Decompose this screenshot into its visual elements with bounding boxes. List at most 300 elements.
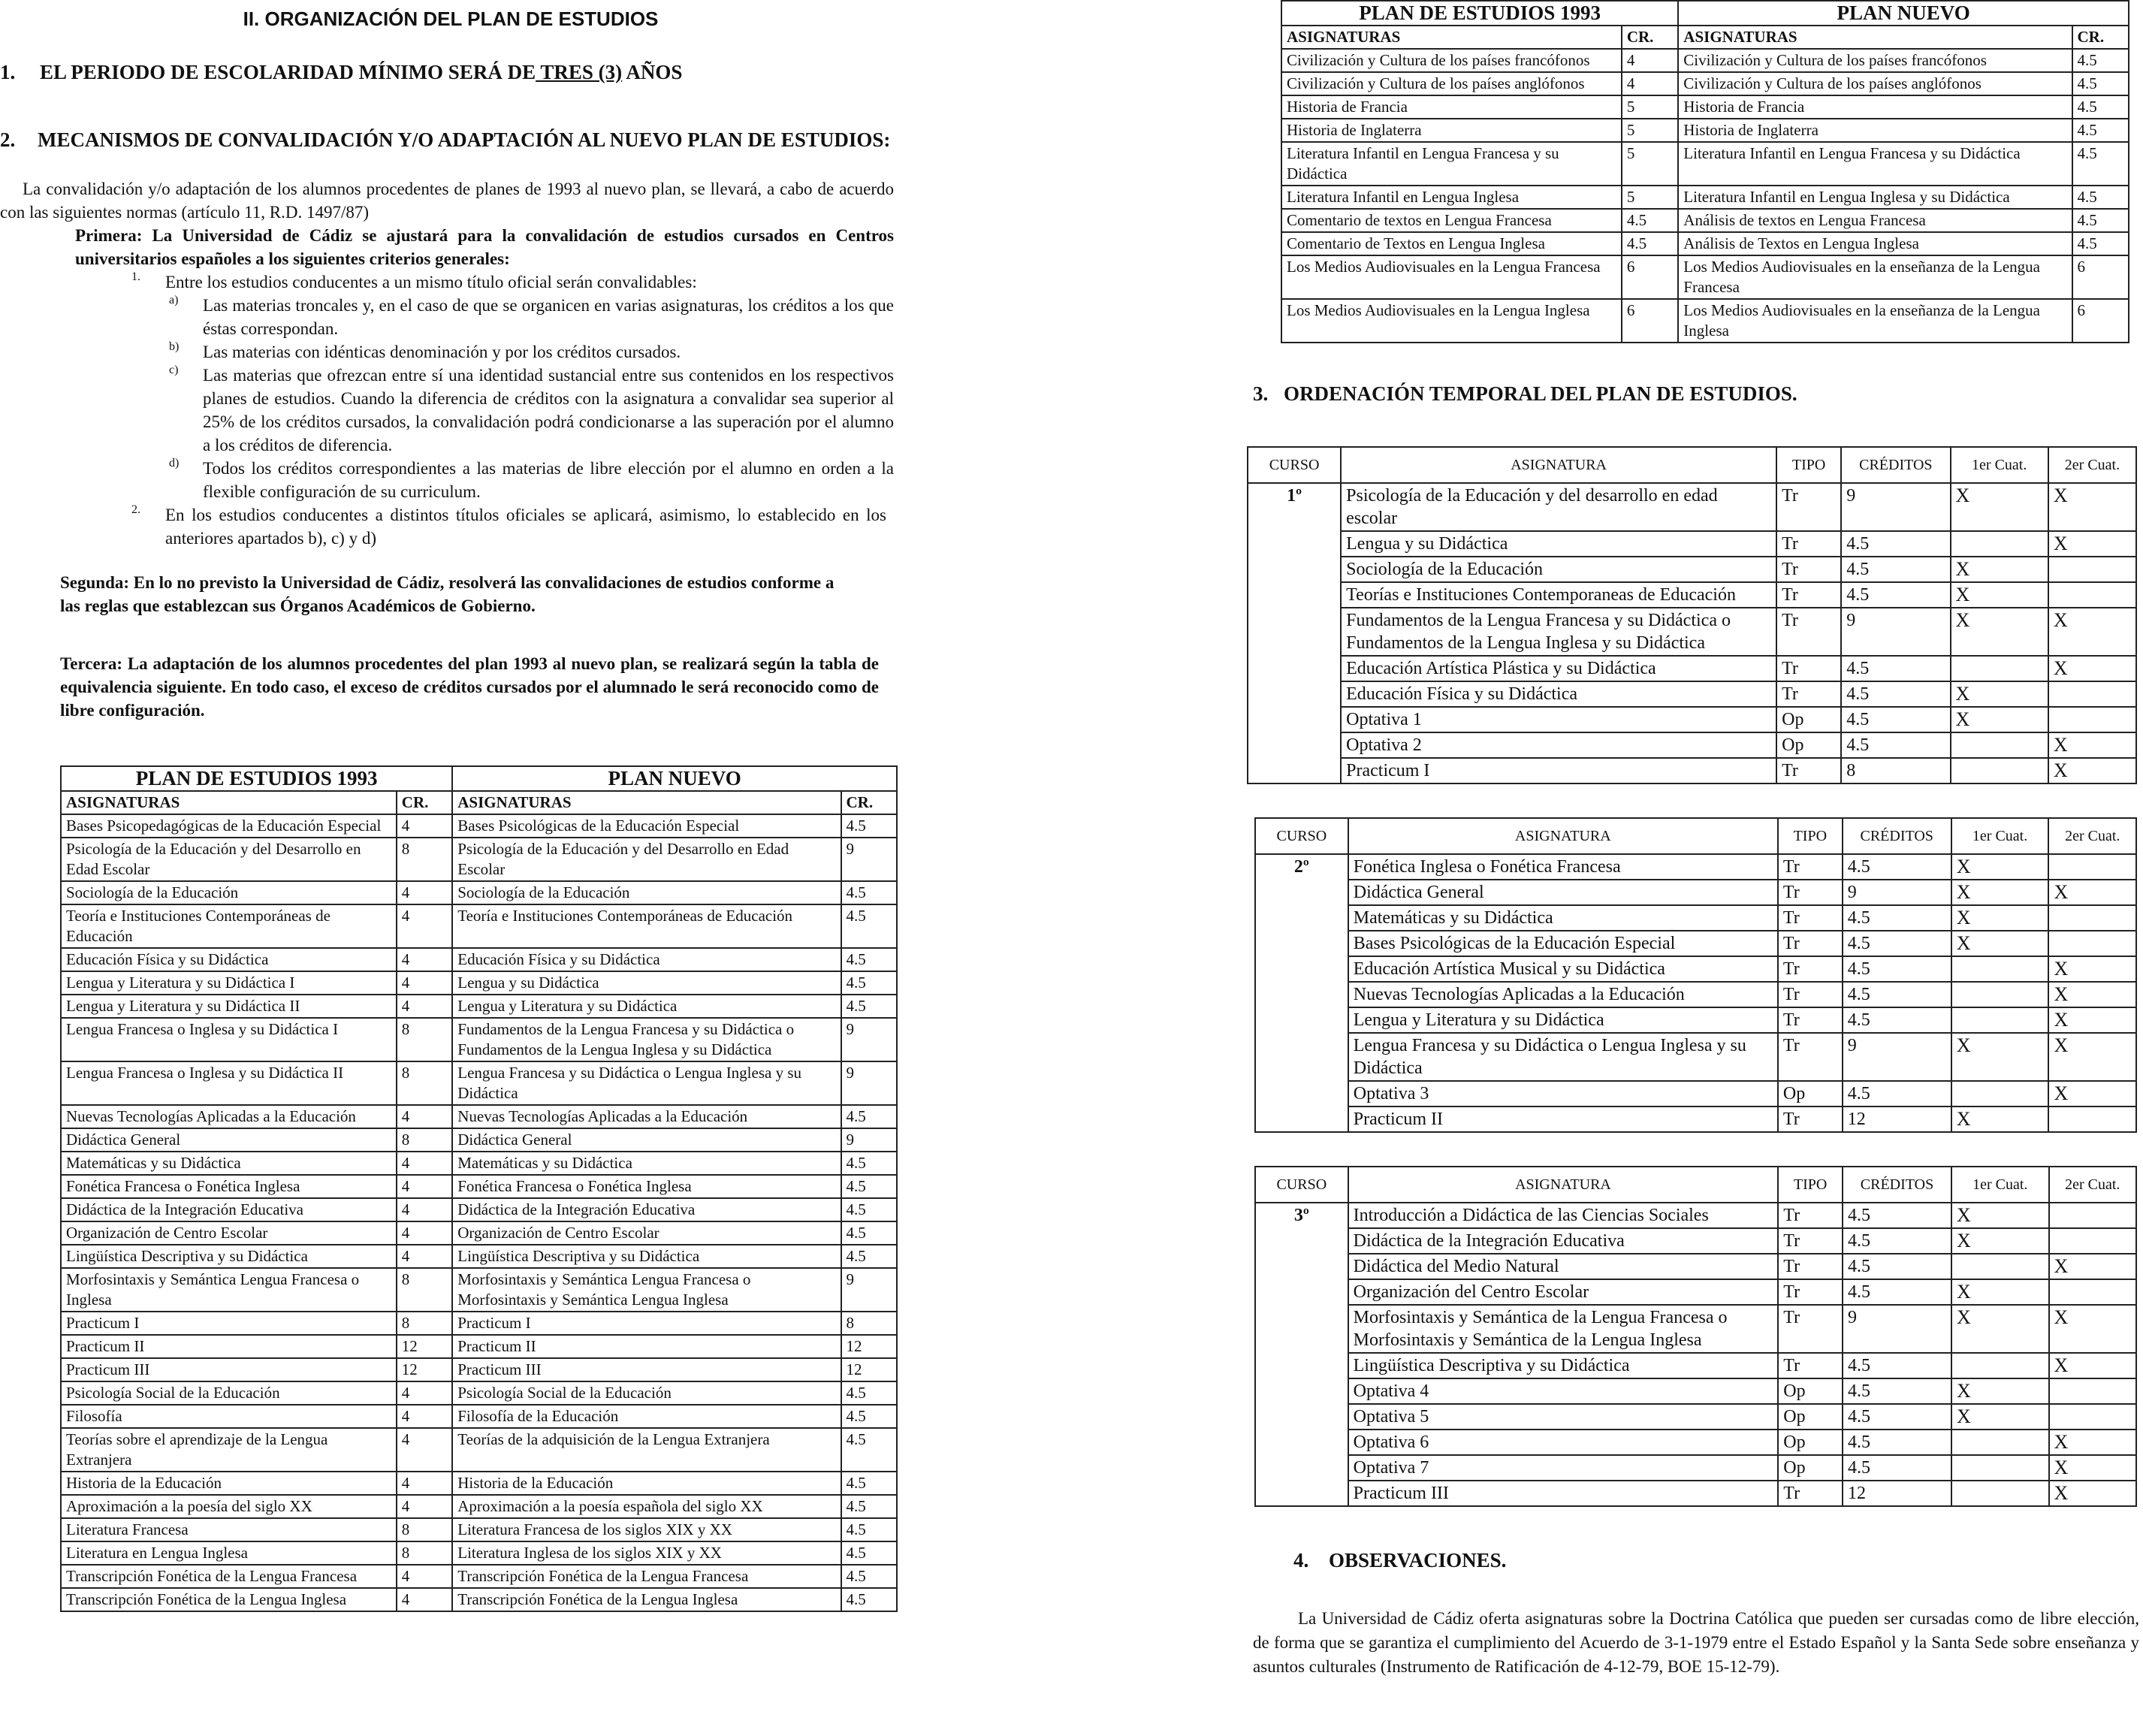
new-plan-header: PLAN NUEVO [452,766,897,791]
second-term-cell [2049,1203,2136,1228]
table-row [61,971,897,995]
new-subject-cell: Filosofía de la Educación [452,1405,841,1428]
old-credits-cell: 8 [397,1061,452,1105]
curso-cell: 1º [1248,483,1341,783]
schedule-header-curso: CURSO [1255,1167,1348,1203]
schedule-header-tipo: TIPO [1778,818,1843,854]
new-asig-header: ASIGNATURAS [452,791,841,814]
old-subject-cell: Nuevas Tecnologías Aplicadas a la Educación [61,1105,397,1128]
second-term-cell: X [2049,1353,2136,1378]
credits-cell: 4.5 [1843,956,1951,982]
second-term-cell [2048,854,2136,880]
credits-cell: 4.5 [1843,1081,1951,1107]
old-credits-cell: 8 [397,1518,452,1541]
new-credits-cell: 6 [2072,255,2129,299]
schedule-row [1255,1254,2136,1279]
old-subject-cell: Historia de Inglaterra [1281,119,1622,142]
schedule-row [1255,956,2136,982]
schedule-header-c1: 1er Cuat. [1951,447,2048,483]
old-subject-cell: Psicología de la Educación y del Desarrollo en Edad Escolar [61,838,397,881]
tipo-cell: Tr [1778,1203,1843,1228]
old-credits-cell: 4 [397,971,452,995]
section-2-title: MECANISMOS DE CONVALIDACIÓN Y/O ADAPTACIÓN AL NUEVO PLAN DE ESTUDIOS: [38,128,891,151]
new-subject-cell: Lingüística Descriptiva y su Didáctica [452,1245,841,1268]
table-row [61,1152,897,1175]
new-subject-cell: Morfosintaxis y Semántica Lengua Francesa o Morfosintaxis y Semántica Lengua Inglesa [452,1268,841,1312]
credits-cell: 4.5 [1841,582,1950,608]
item-b-label: b) [169,340,180,353]
tipo-cell: Tr [1776,531,1841,557]
schedule-table [1254,1166,2137,1507]
schedule-header-row [1255,1167,2136,1203]
new-credits-cell: 8 [841,1312,898,1335]
schedule-row [1248,608,2136,656]
old-subject-cell: Lengua Francesa o Inglesa y su Didáctica I [61,1018,397,1061]
item-d-text: Todos los créditos correspondientes a las materias de libre elección por el alumno en orden a la flexible configuración de su curriculum. [203,459,894,501]
item-2-text: En los estudios conducentes a distintos títulos oficiales se aplicará, asimismo, lo establecido en los anteriores apartados b), c) y d) [165,506,886,548]
first-term-cell [1951,982,2049,1007]
schedule-header-row [1255,818,2136,854]
credits-cell: 4.5 [1843,1455,1951,1481]
second-term-cell [2048,1107,2136,1132]
credits-cell: 4.5 [1841,732,1950,758]
new-credits-cell: 4.5 [841,995,898,1018]
credits-cell: 4.5 [1843,1404,1951,1430]
old-subject-cell: Practicum III [61,1358,397,1381]
table-row [61,1495,897,1518]
credits-cell: 9 [1843,880,1951,905]
table-row [1281,72,2129,95]
table-row [61,995,897,1018]
first-term-cell: X [1951,681,2048,707]
schedule-row [1255,1081,2136,1107]
old-credits-cell: 4 [1622,72,1678,95]
first-term-cell [1951,1353,2049,1378]
subject-cell: Fundamentos de la Lengua Francesa y su Didáctica o Fundamentos de la Lengua Inglesa y su Didáctica [1341,608,1776,656]
tipo-cell: Tr [1778,905,1843,931]
old-credits-cell: 4.5 [1622,209,1678,232]
second-term-cell: X [2048,1033,2136,1081]
section-4-num: 4. [1293,1549,1309,1571]
subject-cell: Optativa 7 [1348,1455,1779,1481]
new-subject-cell: Civilización y Cultura de los países anglófonos [1678,72,2072,95]
old-plan-header-2: PLAN DE ESTUDIOS 1993 [1281,1,1678,26]
new-credits-cell: 4.5 [841,1588,898,1611]
credits-cell: 8 [1841,758,1950,783]
section-1-heading [0,61,901,84]
credits-cell: 4.5 [1843,1254,1951,1279]
subject-cell: Educación Artística Musical y su Didáctica [1348,956,1778,982]
second-term-cell [2049,1279,2136,1305]
schedule-header-curso: CURSO [1248,447,1341,483]
schedule-row [1255,982,2136,1007]
second-term-cell: X [2048,483,2136,531]
new-subject-cell: Practicum III [452,1358,841,1381]
first-term-cell: X [1951,608,2048,656]
table-row [61,814,897,838]
old-credits-cell: 6 [1622,255,1678,299]
credits-cell: 4.5 [1843,905,1951,931]
subject-cell: Psicología de la Educación y del desarrollo en edad escolar [1341,483,1776,531]
schedule-row [1255,1228,2136,1254]
new-credits-cell: 4.5 [841,1495,898,1518]
first-term-cell: X [1951,1404,2049,1430]
first-term-cell: X [1951,1033,2049,1081]
old-subject-cell: Educación Física y su Didáctica [61,948,397,971]
table-row [61,1405,897,1428]
new-subject-cell: Teoría e Instituciones Contemporáneas de Educación [452,904,841,948]
second-term-cell: X [2048,732,2136,758]
tipo-cell: Tr [1778,1353,1843,1378]
tipo-cell: Op [1778,1081,1843,1107]
subject-cell: Lengua y su Didáctica [1341,531,1776,557]
old-credits-cell: 4 [397,995,452,1018]
old-credits-cell: 4 [397,881,452,904]
new-subject-cell: Transcripción Fonética de la Lengua Inglesa [452,1588,841,1611]
old-subject-cell: Didáctica General [61,1128,397,1152]
schedule-header-row [1248,447,2136,483]
schedule-row [1255,1033,2136,1081]
left-column [0,0,901,1612]
first-term-cell: X [1951,1378,2049,1404]
schedule-table [1247,446,2137,784]
new-credits-cell: 12 [841,1335,898,1358]
new-credits-cell: 12 [841,1358,898,1381]
subject-cell: Didáctica del Medio Natural [1348,1254,1779,1279]
old-subject-cell: Lengua y Literatura y su Didáctica II [61,995,397,1018]
tipo-cell: Tr [1778,1481,1843,1506]
first-term-cell: X [1951,707,2048,732]
old-credits-cell: 8 [397,1541,452,1565]
subject-cell: Practicum II [1348,1107,1778,1132]
old-subject-cell: Comentario de textos en Lengua Francesa [1281,209,1622,232]
old-plan-header: PLAN DE ESTUDIOS 1993 [61,766,452,791]
subject-cell: Nuevas Tecnologías Aplicadas a la Educación [1348,982,1778,1007]
subject-cell: Educación Física y su Didáctica [1341,681,1776,707]
first-term-cell: X [1951,1279,2049,1305]
schedule-row [1248,732,2136,758]
old-credits-cell: 4 [397,1588,452,1611]
new-credits-cell: 4.5 [841,948,898,971]
old-credits-cell: 5 [1622,142,1678,186]
table-row [61,1518,897,1541]
new-credits-cell: 4.5 [841,1175,898,1198]
new-credits-cell: 4.5 [841,971,898,995]
tipo-cell: Op [1776,732,1841,758]
subject-cell: Didáctica de la Integración Educativa [1348,1228,1779,1254]
new-credits-cell: 9 [841,1061,898,1105]
schedule-row [1248,483,2136,531]
new-credits-cell: 9 [841,1018,898,1061]
section-1-after: AÑOS [622,61,683,83]
new-subject-cell: Análisis de Textos en Lengua Inglesa [1678,232,2072,255]
table-row [61,1061,897,1105]
new-credits-cell: 4.5 [841,1152,898,1175]
table-row [61,1268,897,1312]
new-subject-cell: Organización de Centro Escolar [452,1221,841,1245]
subject-cell: Lengua y Literatura y su Didáctica [1348,1007,1778,1033]
new-credits-cell: 4.5 [2072,49,2129,72]
section-4-heading [1293,1549,2143,1572]
old-credits-cell: 4.5 [1622,232,1678,255]
new-subject-cell: Aproximación a la poesía española del siglo XX [452,1495,841,1518]
item-b [169,340,894,364]
old-subject-cell: Teorías sobre el aprendizaje de la Lengua Extranjera [61,1428,397,1472]
schedule-header-curso: CURSO [1255,818,1348,854]
old-credits-cell: 8 [397,1018,452,1061]
credits-cell: 4.5 [1843,1007,1951,1033]
new-subject-cell: Historia de Inglaterra [1678,119,2072,142]
new-subject-cell: Nuevas Tecnologías Aplicadas a la Educación [452,1105,841,1128]
old-subject-cell: Psicología Social de la Educación [61,1381,397,1405]
new-subject-cell: Fundamentos de la Lengua Francesa y su Didáctica o Fundamentos de la Lengua Inglesa y su Didáctica [452,1018,841,1061]
first-term-cell: X [1951,1228,2049,1254]
new-credits-cell: 4.5 [2072,72,2129,95]
schedule-header-c2: 2er Cuat. [2048,447,2136,483]
credits-cell: 4.5 [1841,656,1950,681]
first-term-cell [1951,732,2048,758]
old-cr-header: CR. [397,791,452,814]
old-cr-header-2: CR. [1622,26,1678,49]
section-1-num: 1. [0,61,16,83]
schedule-row [1255,1481,2136,1506]
second-term-cell: X [2049,1430,2136,1455]
new-credits-cell: 4.5 [841,904,898,948]
old-credits-cell: 5 [1622,186,1678,209]
old-subject-cell: Practicum I [61,1312,397,1335]
item-d-label: d) [169,457,180,469]
second-term-cell [2049,1378,2136,1404]
schedule-header-cred: CRÉDITOS [1843,1167,1951,1203]
credits-cell: 4.5 [1841,707,1950,732]
table-row [61,1245,897,1268]
schedule-row [1255,1455,2136,1481]
new-subject-cell: Practicum I [452,1312,841,1335]
old-subject-cell: Practicum II [61,1335,397,1358]
schedule-header-asig: ASIGNATURA [1341,447,1776,483]
tipo-cell: Tr [1776,758,1841,783]
section-2-body [0,177,894,550]
old-subject-cell: Aproximación a la poesía del siglo XX [61,1495,397,1518]
subject-cell: Optativa 4 [1348,1378,1779,1404]
old-credits-cell: 4 [397,1405,452,1428]
tipo-cell: Tr [1778,1305,1843,1353]
old-credits-cell: 4 [397,1381,452,1405]
credits-cell: 4.5 [1843,1430,1951,1455]
new-subject-cell: Lengua y su Didáctica [452,971,841,995]
old-subject-cell: Historia de Francia [1281,95,1622,119]
credits-cell: 9 [1843,1305,1951,1353]
second-term-cell [2048,557,2136,582]
old-credits-cell: 4 [397,904,452,948]
subject-cell: Practicum III [1348,1481,1779,1506]
new-credits-cell: 4.5 [2072,186,2129,209]
table-row [1281,119,2129,142]
tipo-cell: Op [1778,1430,1843,1455]
subject-cell: Practicum I [1341,758,1776,783]
old-credits-cell: 5 [1622,95,1678,119]
section-1-text: EL PERIODO DE ESCOLARIDAD MÍNIMO SERÁ DE [40,61,536,83]
second-term-cell: X [2048,982,2136,1007]
new-subject-cell: Historia de Francia [1678,95,2072,119]
subject-cell: Teorías e Instituciones Contemporaneas de Educación [1341,582,1776,608]
old-subject-cell: Bases Psicopedagógicas de la Educación Especial [61,814,397,838]
old-credits-cell: 4 [397,1175,452,1198]
tipo-cell: Tr [1778,880,1843,905]
new-subject-cell: Literatura Infantil en Lengua Inglesa y su Didáctica [1678,186,2072,209]
equivalence-table-1 [60,765,898,1612]
new-subject-cell: Teorías de la adquisición de la Lengua Extranjera [452,1428,841,1472]
first-term-cell: X [1951,1203,2049,1228]
schedule-header-tipo: TIPO [1776,447,1841,483]
old-asig-header: ASIGNATURAS [61,791,397,814]
old-subject-cell: Literatura Francesa [61,1518,397,1541]
new-subject-cell: Matemáticas y su Didáctica [452,1152,841,1175]
old-credits-cell: 8 [397,1128,452,1152]
new-subject-cell: Análisis de textos en Lengua Francesa [1678,209,2072,232]
first-term-cell: X [1951,483,2048,531]
table-row [1281,209,2129,232]
section-3-num: 3. [1253,382,1269,405]
table-row [61,1018,897,1061]
table-row [1281,299,2129,343]
new-credits-cell: 4.5 [841,1245,898,1268]
schedule-row [1248,707,2136,732]
schedule-header-tipo: TIPO [1778,1167,1843,1203]
schedule-row [1255,1353,2136,1378]
second-term-cell [2048,681,2136,707]
schedule-header-c1: 1er Cuat. [1951,818,2049,854]
new-credits-cell: 4.5 [841,1541,898,1565]
first-term-cell: X [1951,905,2049,931]
second-term-cell [2049,1228,2136,1254]
item-c-label: c) [169,364,179,376]
credits-cell: 4.5 [1841,557,1950,582]
first-term-cell [1951,1430,2049,1455]
item-b-text: Las materias con idénticas denominación y por los créditos cursados. [203,343,681,361]
first-term-cell: X [1951,1107,2049,1132]
section-4-text: La Universidad de Cádiz oferta asignaturas sobre la Doctrina Católica que pueden ser cursadas como de libre elección, de forma que se garantiza el cumplimiento del Acuerdo de 3-1-1979 entre el Estado Español y la Santa Sede sobre enseñanza y asuntos culturales (Instrumento de Ratificación de 4-12-79, BOE 15-12-79). [1253,1609,2139,1676]
table-row [61,948,897,971]
new-credits-cell: 4.5 [841,1105,898,1128]
tipo-cell: Tr [1776,656,1841,681]
tipo-cell: Tr [1778,1279,1843,1305]
schedule-tables [1247,446,2143,1507]
subject-cell: Lengua Francesa y su Didáctica o Lengua Inglesa y su Didáctica [1348,1033,1778,1081]
schedule-header-c1: 1er Cuat. [1951,1167,2049,1203]
table-row [1281,255,2129,299]
new-subject-cell: Civilización y Cultura de los países francófonos [1678,49,2072,72]
old-subject-cell: Lingüística Descriptiva y su Didáctica [61,1245,397,1268]
table-row [61,881,897,904]
item-d [169,457,894,503]
section-title: II. ORGANIZACIÓN DEL PLAN DE ESTUDIOS [243,8,659,30]
table-row [1281,186,2129,209]
second-term-cell [2048,905,2136,931]
item-c [169,364,894,457]
first-term-cell [1951,531,2048,557]
old-credits-cell: 4 [1622,49,1678,72]
equivalence-table-2 [1281,0,2129,343]
new-credits-cell: 4.5 [841,1381,898,1405]
schedule-row [1248,681,2136,707]
new-subject-cell: Literatura Francesa de los siglos XIX y XX [452,1518,841,1541]
new-credits-cell: 4.5 [841,1198,898,1221]
first-term-cell: X [1951,582,2048,608]
old-credits-cell: 4 [397,1428,452,1472]
section-3-heading [1253,382,2143,406]
second-term-cell: X [2048,608,2136,656]
table-row [61,1198,897,1221]
old-credits-cell: 12 [397,1335,452,1358]
new-cr-header: CR. [841,791,898,814]
new-credits-cell: 4.5 [2072,232,2129,255]
old-subject-cell: Organización de Centro Escolar [61,1221,397,1245]
schedule-header-c2: 2er Cuat. [2049,1167,2136,1203]
new-credits-cell: 4.5 [841,1428,898,1472]
item-a-text: Las materias troncales y, en el caso de que se organicen en varias asignaturas, los créditos a los que éstas correspondan. [203,296,894,338]
table-row [61,1381,897,1405]
schedule-row [1255,1279,2136,1305]
old-credits-cell: 8 [397,1268,452,1312]
new-credits-cell: 4.5 [841,1472,898,1495]
first-term-cell [1951,1081,2049,1107]
old-subject-cell: Lengua Francesa o Inglesa y su Didáctica II [61,1061,397,1105]
primera-paragraph: Primera: La Universidad de Cádiz se ajustará para la convalidación de estudios cursados en Centros universitarios españoles a los siguientes criterios generales: [75,226,894,268]
first-term-cell [1951,1455,2049,1481]
old-subject-cell: Lengua y Literatura y su Didáctica I [61,971,397,995]
new-subject-cell: Los Medios Audiovisuales en la enseñanza de la Lengua Inglesa [1678,299,2072,343]
right-column [1247,0,2143,1679]
schedule-header-asig: ASIGNATURA [1348,1167,1779,1203]
first-term-cell: X [1951,557,2048,582]
second-term-cell: X [2048,956,2136,982]
second-term-cell: X [2048,656,2136,681]
first-term-cell [1951,656,2048,681]
schedule-row [1248,758,2136,783]
new-credits-cell: 6 [2072,299,2129,343]
first-term-cell: X [1951,880,2049,905]
subject-cell: Fonética Inglesa o Fonética Francesa [1348,854,1778,880]
new-subject-cell: Literatura Inglesa de los siglos XIX y XX [452,1541,841,1565]
table-row [61,1175,897,1198]
credits-cell: 4.5 [1843,982,1951,1007]
old-asig-header-2: ASIGNATURAS [1281,26,1622,49]
credits-cell: 9 [1843,1033,1951,1081]
old-credits-cell: 4 [397,1221,452,1245]
old-credits-cell: 8 [397,1312,452,1335]
old-credits-cell: 6 [1622,299,1678,343]
schedule-header-c2: 2er Cuat. [2048,818,2136,854]
item-2-num: 2. [131,503,140,516]
subject-cell: Introducción a Didáctica de las Ciencias Sociales [1348,1203,1779,1228]
new-subject-cell: Practicum II [452,1335,841,1358]
new-subject-cell: Lengua Francesa y su Didáctica o Lengua Inglesa y su Didáctica [452,1061,841,1105]
table-row [61,1358,897,1381]
credits-cell: 4.5 [1843,1203,1951,1228]
tipo-cell: Tr [1776,557,1841,582]
second-term-cell: X [2048,1081,2136,1107]
table-row [61,1428,897,1472]
tipo-cell: Tr [1778,1228,1843,1254]
new-subject-cell: Los Medios Audiovisuales en la enseñanza de la Lengua Francesa [1678,255,2072,299]
schedule-row [1255,854,2136,880]
credits-cell: 4.5 [1843,1353,1951,1378]
section-3-title: ORDENACIÓN TEMPORAL DEL PLAN DE ESTUDIOS. [1284,382,1797,405]
table-row [61,904,897,948]
tipo-cell: Tr [1776,483,1841,531]
schedule-row [1255,1404,2136,1430]
